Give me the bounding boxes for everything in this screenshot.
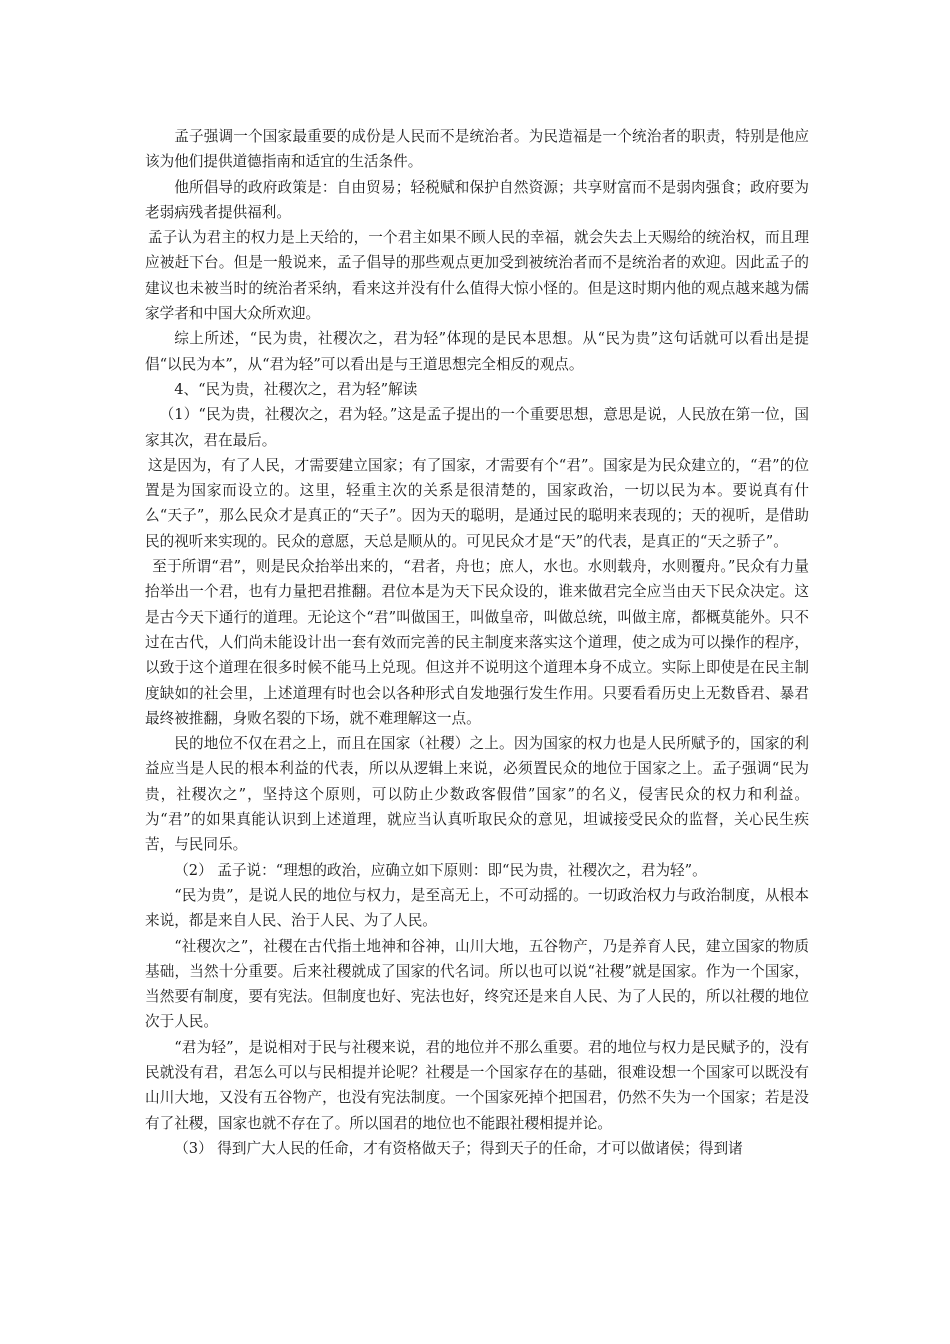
document-body (145, 124, 809, 1161)
paragraph-boat-water: 至于所谓“君”，则是民众抬举出来的，“君者，舟也；庶人，水也。水则载舟，水则覆舟。”民众有力量抬举出一个君，也有力量把君推翻。君位本是为天下民众设的，谁来做君完全应当由天下民众决定。这是古今天下通行的道理。无论这个“君”叫做国王，叫做皇帝，叫做总统，叫做主席，都概莫能外。只不过在古代，人们尚未能设计出一套有效而完善的民主制度来落实这个道理，使之成为可以操作的程序，以致于这个道理在很多时候不能马上兑现。但这并不说明这个道理本身不成立。实际上即使是在民主制度缺如的社会里，上述道理有时也会以各种形式自发地强行发生作用。只要看看历史上无数昏君、暴君最终被推翻，身败名裂的下场，就不难理解这一点。 (145, 558, 809, 727)
paragraph-ruler-least: “君为轻”，是说相对于民与社稷来说，君的地位并不那么重要。君的地位与权力是民赋予的，没有民就没有君，君怎么可以与民相提并论呢？社稷是一个国家存在的基础，很难设想一个国家可以既没有山川大地，又没有五谷物产，也没有宪法制度。一个国家死掉个把国君，仍然不失为一个国家；若是没有了社稷，国家也就不存在了。所以国君的地位也不能跟社稷相提并论。 (145, 1038, 809, 1132)
paragraph-people-above-state: 民的地位不仅在君之上，而且在国家（社稷）之上。因为国家的权力也是人民所赋予的，国家的利益应当是人民的根本利益的代表，所以从逻辑上来说，必须置民众的地位于国家之上。孟子强调“民为贵，社稷次之”，坚持这个原则，可以防止少数政客假借”国家”的名义，侵害民众的权力和利益。为“君”的如果真能认识到上述道理，就应当认真听取民众的意见，坦诚接受民众的监督，关心民生疾苦，与民同乐。 (145, 735, 809, 854)
paragraph-government-policy: 他所倡导的政府政策是：自由贸易；轻税赋和保护自然资源；共享财富而不是弱肉强食；政府要为老弱病残者提供福利。 (145, 178, 809, 221)
paragraph-point-3: （3） 得到广大人民的任命，才有资格做天子；得到天子的任命，才可以做诸侯；得到诸 (174, 1139, 743, 1157)
paragraph-point-2: （2） 孟子说：“理想的政治，应确立如下原则：即“民为贵，社稷次之，君为轻”。 (174, 861, 707, 879)
paragraph-summary: 综上所述，“民为贵，社稷次之，君为轻”体现的是民本思想。从“民为贵”这句话就可以看出是提倡“以民为本”，从“君为轻”可以看出是与王道思想完全相反的观点。 (145, 330, 809, 373)
paragraph-heavenly-mandate: 孟子认为君主的权力是上天给的，一个君主如果不顾人民的幸福，就会失去上天赐给的统治权，而且理应被赶下台。但是一般说来，孟子倡导的那些观点更加受到被统治者而不是统治者的欢迎。因此孟子的建议也未被当时的统治者采纳，看来这并没有什么值得大惊小怪的。但是这时期内他的观点越来越为儒家学者和中国大众所欢迎。 (145, 229, 809, 323)
paragraph-point-1: （1）“民为贵，社稷次之，君为轻。”这是孟子提出的一个重要思想，意思是说，人民放在第一位，国家其次，君在最后。 (145, 406, 809, 449)
paragraph-people-most-valuable: “民为贵”，是说人民的地位与权力，是至高无上，不可动摇的。一切政治权力与政治制度，从根本来说，都是来自人民、治于人民、为了人民。 (145, 886, 809, 930)
paragraph-people-state-ruler: 这是因为，有了人民，才需要建立国家；有了国家，才需要有个“君”。国家是为民众建立的，“君”的位置是为国家而设立的。这里，轻重主次的关系是很清楚的，国家政治，一切以民为本。要说真有什么“天子”，那么民众才是真正的“天子”。因为天的聪明，是通过民的聪明来表现的；天的视听，是借助民的视听来实现的。民众的意愿，天总是顺从的。可见民众才是“天”的代表，是真正的“天之骄子”。 (145, 456, 809, 550)
paragraph-state-second: “社稷次之”，社稷在古代指土地神和谷神，山川大地，五谷物产，乃是养育人民，建立国家的物质基础，当然十分重要。后来社稷就成了国家的代名词。所以也可以说“社稷”就是国家。作为一个国家，当然要有制度，要有宪法。但制度也好、宪法也好，终究还是来自人民、为了人民的，所以社稷的地位次于人民。 (145, 937, 809, 1031)
section-heading-interpretation: 4、“民为贵，社稷次之，君为轻”解读 (174, 380, 418, 398)
paragraph-people-importance: 孟子强调一个国家最重要的成份是人民而不是统治者。为民造福是一个统治者的职责，特别是他应该为他们提供道德指南和适宜的生活条件。 (145, 128, 809, 171)
